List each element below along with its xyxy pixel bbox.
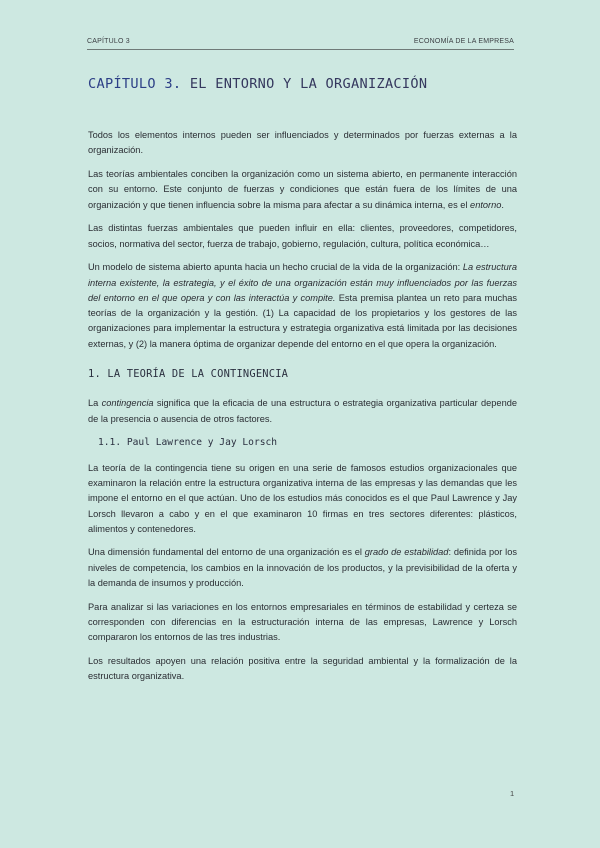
header-rule — [87, 49, 514, 50]
paragraph: La teoría de la contingencia tiene su origen en una serie de famosos estudios organizacionales que examinaron la relación entre la estructura organizativa interna de las empresas y las demandas que les impone el entorno en el que actúan. Uno de los estudios más conocidos es el que Paul Lawrence y Jay Lorsch llevaron a cabo y en el que examinaron 10 firmas en tres sectores diferentes: plásticos, alimentos y contenedores. — [88, 462, 517, 534]
paragraph: Todos los elementos internos pueden ser influenciados y determinados por fuerzas externas a la organización. — [88, 130, 517, 156]
emphasis: grado de estabilidad — [364, 547, 449, 558]
chapter-title-number: CAPÍTULO 3. — [88, 76, 182, 92]
header-subject: ECONOMÍA DE LA EMPRESA — [413, 38, 514, 45]
paragraph: Los resultados apoyen una relación positiva entre la seguridad ambiental y la formalización de la estructura organizativa. — [88, 656, 517, 682]
page-number: 1 — [510, 789, 515, 798]
running-header — [87, 38, 514, 50]
header-chapter: CAPÍTULO 3 — [87, 38, 130, 45]
paragraph: La contingencia significa que la eficacia de una estructura o estrategia organizativa particular depende de la presencia o ausencia de otros factores. — [88, 398, 518, 424]
paragraph: Para analizar si las variaciones en los entornos empresariales en términos de estabilidad y certeza se corresponden con diferencias en la estructuración interna de las empresas, Lawrence y Lorsch compararon los entornos de las tres industrias. — [88, 601, 517, 643]
emphasis: contingencia — [101, 398, 154, 409]
paragraph: Un modelo de sistema abierto apunta hacia un hecho crucial de la vida de la organización: La estructura interna existente, la estrategia, y el éxito de una organización están muy influenciados por las fuerzas del entorno en el que opera y con las interactúa y compite. Esta premisa plantea un reto para muchas teorías de la organización y la gestión. (1) La capacidad de los propietarios y los gestores de las organizaciones para implementar la estructura y estrategia organizativa está limitada por las decisiones externas, y (2) la manera óptima de organizar depende del entorno en el que opera la organización. — [88, 262, 518, 349]
emphasis: La estructura interna existente, la estrategia, y el éxito de una organización están muy influenciados por las fuerzas del entorno en el que opera y con las interactúa y compite. — [88, 262, 517, 303]
paragraph: Una dimensión fundamental del entorno de una organización es el grado de estabilidad: definida por los niveles de competencia, los cambios en la innovación de los productos, y la previsibilidad de la oferta y la demanda de insumos y producción. — [88, 547, 517, 589]
subsection-heading: 1.1. Paul Lawrence y Jay Lorsch — [98, 437, 278, 449]
chapter-title — [88, 76, 427, 92]
section-heading: 1. LA TEORÍA DE LA CONTINGENCIA — [88, 368, 289, 381]
emphasis: entorno — [470, 199, 502, 210]
body-content — [88, 128, 517, 693]
paragraph: Las teorías ambientales conciben la organización como un sistema abierto, en permanente interacción con su entorno. Este conjunto de fuerzas y condiciones que están fuera de los límites de una organización y que tienen influencia sobre la misma para afectar a su dinámica interna, es el entorno. — [88, 168, 517, 210]
paragraph: Las distintas fuerzas ambientales que pueden influir en ella: clientes, proveedores, competidores, socios, normativa del sector, fuerza de trabajo, gobierno, regulación, cultura, política económica… — [88, 223, 517, 249]
chapter-title-text: EL ENTORNO Y LA ORGANIZACIÓN — [189, 76, 428, 92]
